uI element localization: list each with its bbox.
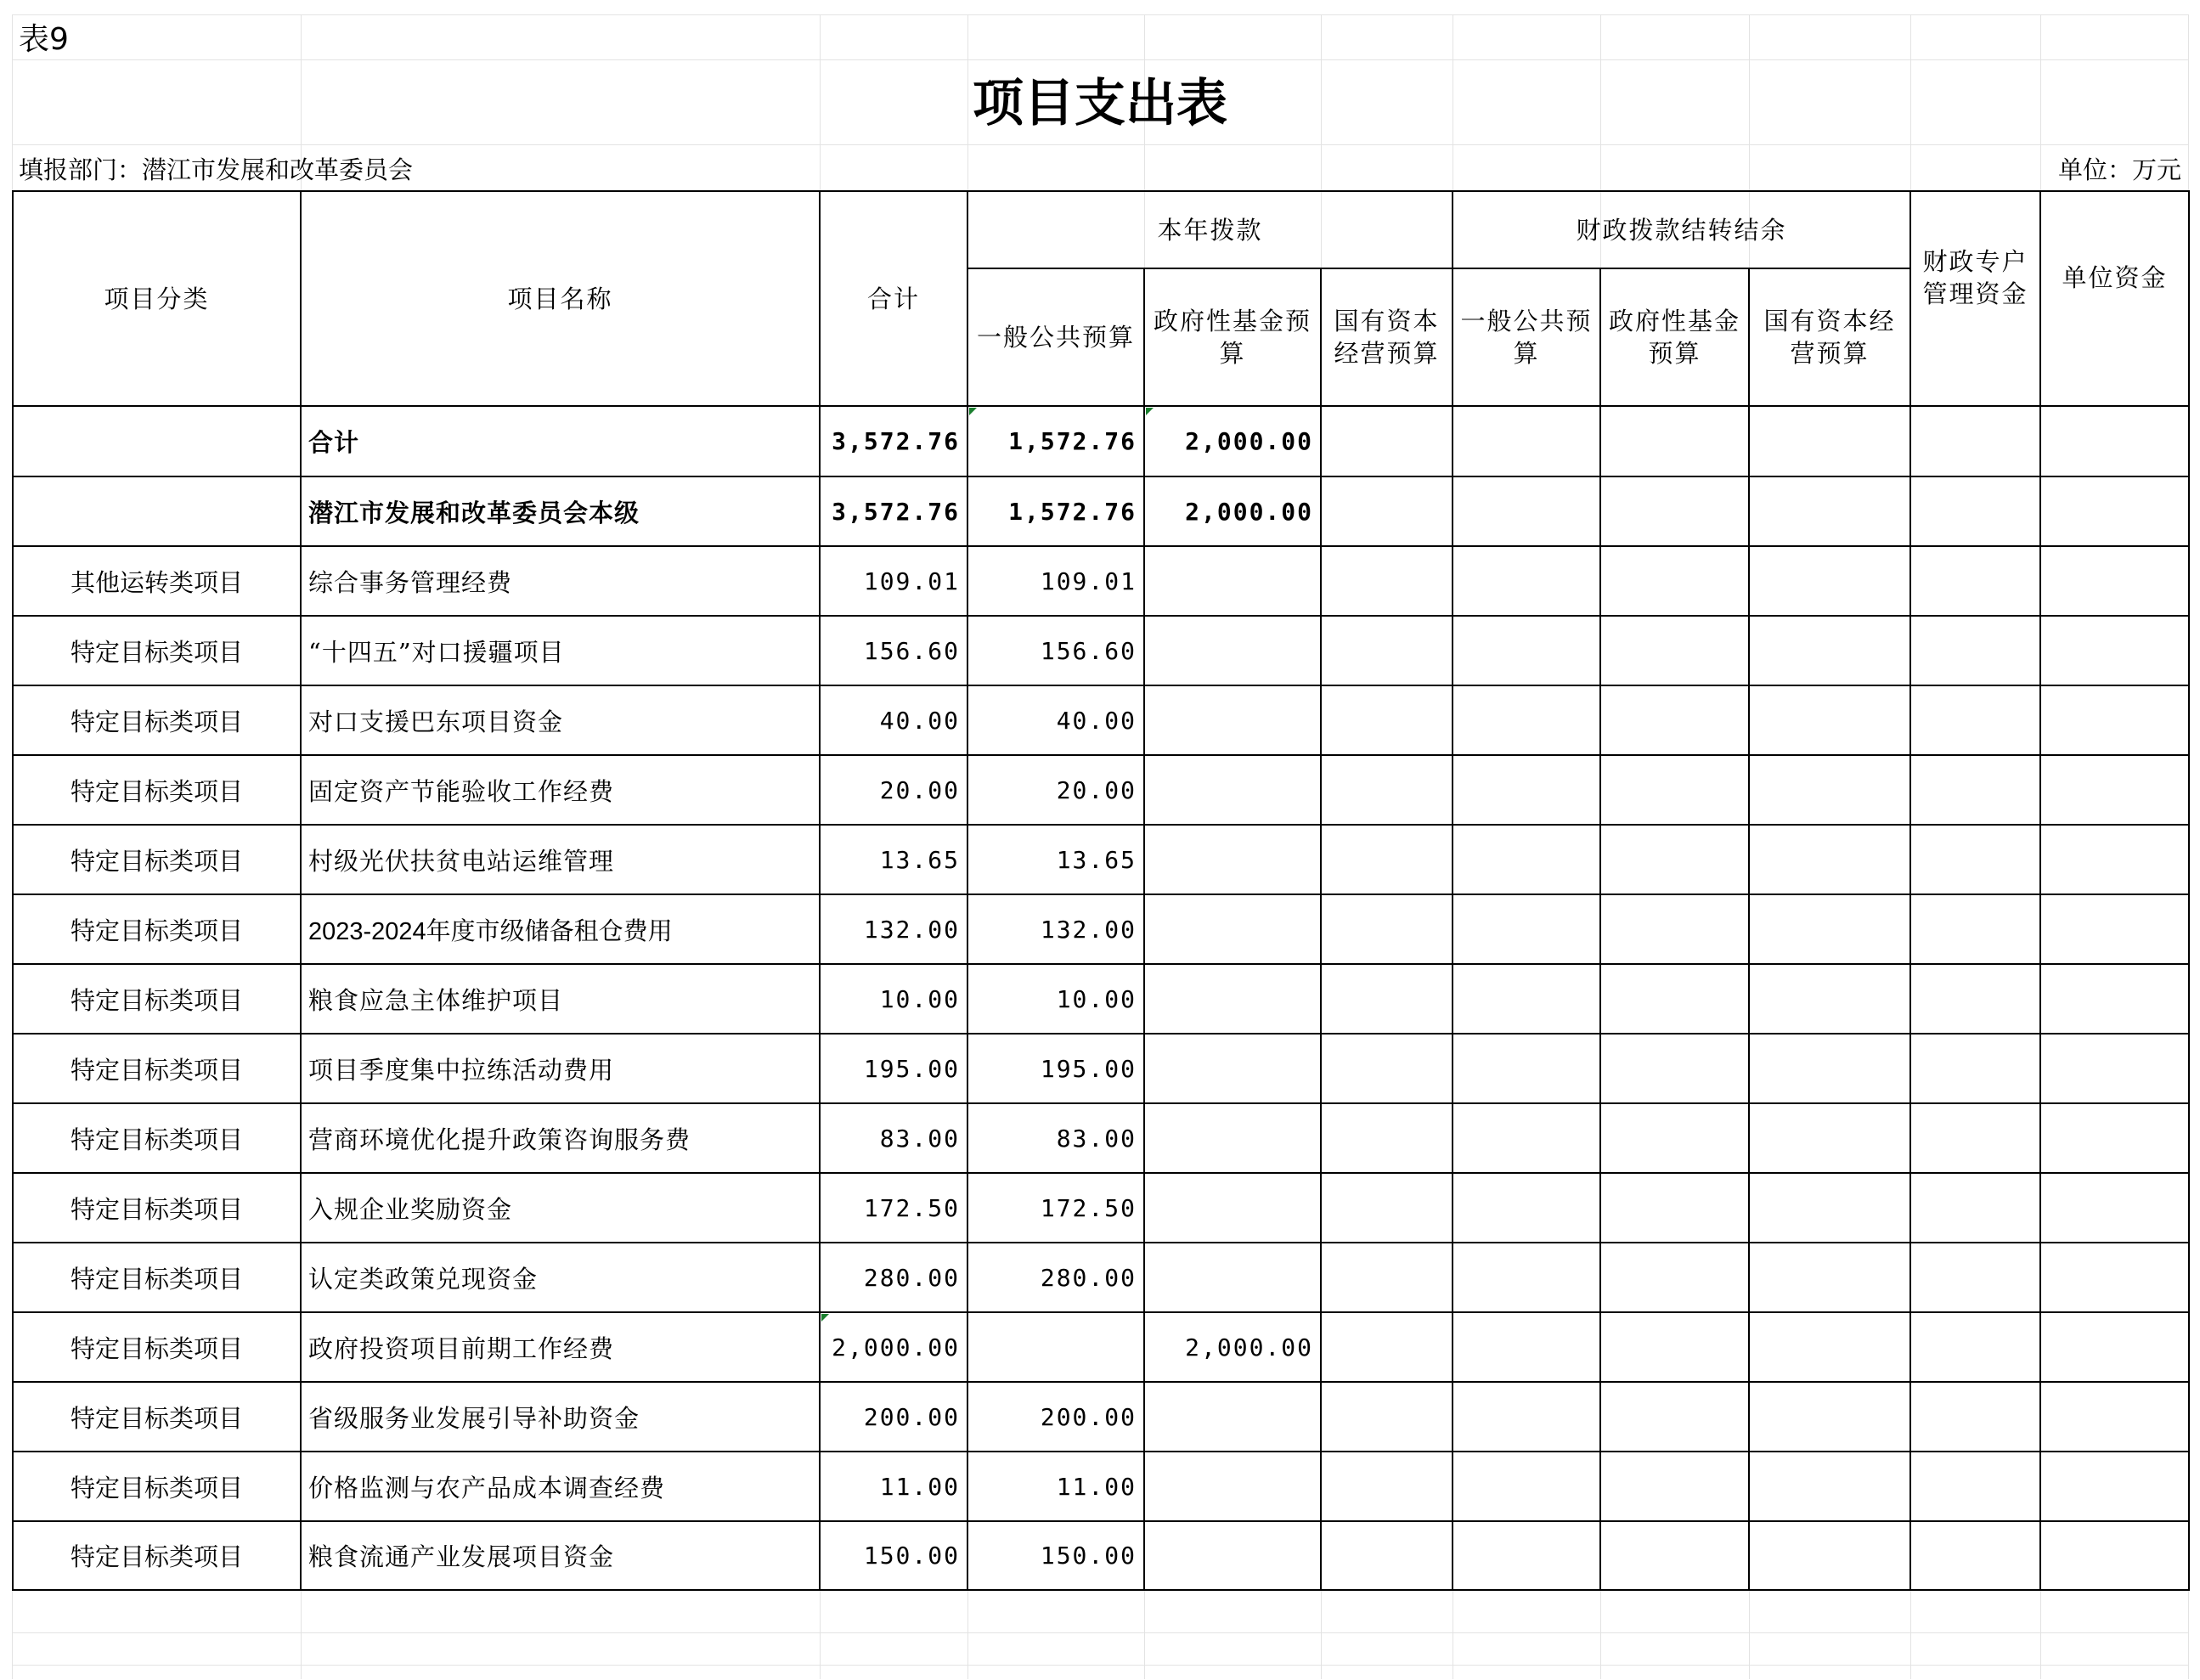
row-government-fund [1145, 1034, 1320, 1102]
header-state-capital-budget: 国有资本经营预算 [1334, 307, 1440, 368]
row-total: 2,000.00 [832, 1333, 960, 1361]
row-total: 280.00 [863, 1263, 960, 1292]
header-current-year: 本年拨款 [1157, 215, 1263, 245]
row-general-public: 156.60 [1040, 636, 1137, 665]
header-total: 合计 [866, 284, 920, 313]
row-total: 150.00 [863, 1542, 960, 1570]
row-general-public: 83.00 [1056, 1124, 1137, 1153]
row-government-fund: 2,000.00 [1185, 497, 1313, 526]
row-name: 认定类政策兑现资金 [308, 1264, 539, 1294]
grid-line [12, 144, 2188, 145]
row-category: 特定目标类项目 [70, 1264, 243, 1294]
row-name: 粮食应急主体维护项目 [308, 985, 564, 1015]
grid-line [12, 59, 2188, 60]
row-total: 3,572.76 [832, 497, 960, 526]
row-name: 固定资产节能验收工作经费 [308, 776, 615, 806]
row-name: 入规企业奖励资金 [308, 1194, 513, 1224]
row-government-fund [1145, 1174, 1320, 1242]
row-general-public: 40.00 [1056, 706, 1137, 735]
page-title: 项目支出表 [973, 74, 1227, 133]
row-general-public: 195.00 [1040, 1054, 1137, 1083]
row-name: 村级光伏扶贫电站运维管理 [308, 846, 615, 876]
header-category: 项目分类 [104, 284, 210, 313]
row-general-public [968, 1313, 1143, 1381]
row-general-public: 20.00 [1056, 775, 1137, 804]
table-line [1599, 268, 1601, 1591]
row-name: 营商环境优化提升政策咨询服务费 [308, 1125, 691, 1154]
row-category: 其他运转类项目 [70, 567, 243, 597]
row-total: 10.00 [879, 984, 960, 1013]
row-category: 特定目标类项目 [70, 985, 243, 1015]
row-government-fund [1145, 756, 1320, 824]
row-general-public: 172.50 [1040, 1193, 1137, 1222]
row-government-fund [1145, 895, 1320, 963]
row-category: 特定目标类项目 [70, 776, 243, 806]
row-government-fund [1145, 1522, 1320, 1589]
row-name: 综合事务管理经费 [308, 567, 513, 597]
row-general-public: 1,572.76 [1008, 497, 1137, 526]
row-total: 195.00 [863, 1054, 960, 1083]
row-name: 省级服务业发展引导补助资金 [308, 1403, 640, 1433]
cell-marker-icon [1146, 408, 1154, 415]
sheet-label: 表9 [19, 22, 69, 57]
row-total: 40.00 [879, 706, 960, 735]
row-name: 政府投资项目前期工作经费 [308, 1333, 615, 1363]
row-category: 特定目标类项目 [70, 916, 243, 945]
row-category: 特定目标类项目 [70, 846, 243, 876]
grid-line [12, 1665, 2188, 1666]
row-government-fund [1145, 1243, 1320, 1311]
row-government-fund [1145, 1383, 1320, 1451]
row-name: 项目季度集中拉练活动费用 [308, 1055, 615, 1085]
cell-marker-icon [821, 1314, 829, 1322]
row-total: 11.00 [879, 1472, 960, 1501]
row-general-public: 109.01 [1040, 567, 1137, 595]
row-total: 109.01 [863, 567, 960, 595]
row-total: 172.50 [863, 1193, 960, 1222]
row-name: 对口支援巴东项目资金 [308, 707, 564, 736]
row-category: 特定目标类项目 [70, 1542, 243, 1571]
row-total: 156.60 [863, 636, 960, 665]
header-special-management: 财政专户管理资金 [1922, 246, 2028, 308]
row-general-public: 150.00 [1040, 1542, 1137, 1570]
row-general-public: 200.00 [1040, 1402, 1137, 1431]
header-carryover: 财政拨款结转结余 [1576, 215, 1787, 245]
row-government-fund: 2,000.00 [1185, 1333, 1313, 1361]
row-category: 特定目标类项目 [70, 1125, 243, 1154]
row-name: 潜江市发展和改革委员会本级 [308, 498, 640, 527]
row-total: 20.00 [879, 775, 960, 804]
row-general-public: 280.00 [1040, 1263, 1137, 1292]
row-government-fund [1145, 1452, 1320, 1520]
row-category: 特定目标类项目 [70, 1473, 243, 1502]
grid-line [12, 1632, 2188, 1633]
row-government-fund [1145, 547, 1320, 615]
row-category: 特定目标类项目 [70, 637, 243, 667]
row-category: 特定目标类项目 [70, 1194, 243, 1224]
row-category [14, 477, 300, 545]
row-name: 价格监测与农产品成本调查经费 [308, 1473, 666, 1502]
cell-marker-icon [969, 408, 977, 415]
row-government-fund [1145, 617, 1320, 685]
row-general-public: 1,572.76 [1008, 427, 1137, 455]
row-general-public: 10.00 [1056, 984, 1137, 1013]
row-total: 13.65 [879, 845, 960, 874]
row-name: 合计 [308, 428, 360, 457]
row-total: 83.00 [879, 1124, 960, 1153]
table-line [1748, 268, 1750, 1591]
row-government-fund [1145, 965, 1320, 1033]
row-category [14, 407, 300, 476]
row-name: 粮食流通产业发展项目资金 [308, 1542, 615, 1571]
row-general-public: 132.00 [1040, 915, 1137, 944]
row-general-public: 13.65 [1056, 845, 1137, 874]
row-government-fund [1145, 686, 1320, 754]
row-total: 200.00 [863, 1402, 960, 1431]
row-government-fund [1145, 1104, 1320, 1172]
row-government-fund: 2,000.00 [1185, 427, 1313, 455]
row-total: 3,572.76 [832, 427, 960, 455]
header-general-public-budget: 一般公共预算 [976, 323, 1135, 352]
row-name: “十四五”对口援疆项目 [308, 637, 565, 667]
department-label: 填报部门：潜江市发展和改革委员会 [19, 155, 414, 184]
grid-line [12, 14, 2188, 15]
header-government-fund-budget: 政府性基金预算 [1153, 307, 1312, 368]
table-line [1320, 268, 1322, 1591]
row-category: 特定目标类项目 [70, 1333, 243, 1363]
header-carryover-general-public: 一般公共预算 [1460, 307, 1593, 368]
header-carryover-government-fund: 政府性基金预算 [1608, 307, 1740, 368]
header-project-name: 项目名称 [507, 284, 613, 313]
row-name: 2023-2024年度市级储备租仓费用 [308, 917, 673, 945]
row-category: 特定目标类项目 [70, 1403, 243, 1433]
row-total: 132.00 [863, 915, 960, 944]
row-general-public: 11.00 [1056, 1472, 1137, 1501]
row-category: 特定目标类项目 [70, 707, 243, 736]
header-unit-funds: 单位资金 [2062, 262, 2168, 292]
header-carryover-state-capital: 国有资本经营预算 [1763, 307, 1896, 368]
unit-label: 单位：万元 [2057, 155, 2181, 184]
row-government-fund [1145, 826, 1320, 894]
row-category: 特定目标类项目 [70, 1055, 243, 1085]
